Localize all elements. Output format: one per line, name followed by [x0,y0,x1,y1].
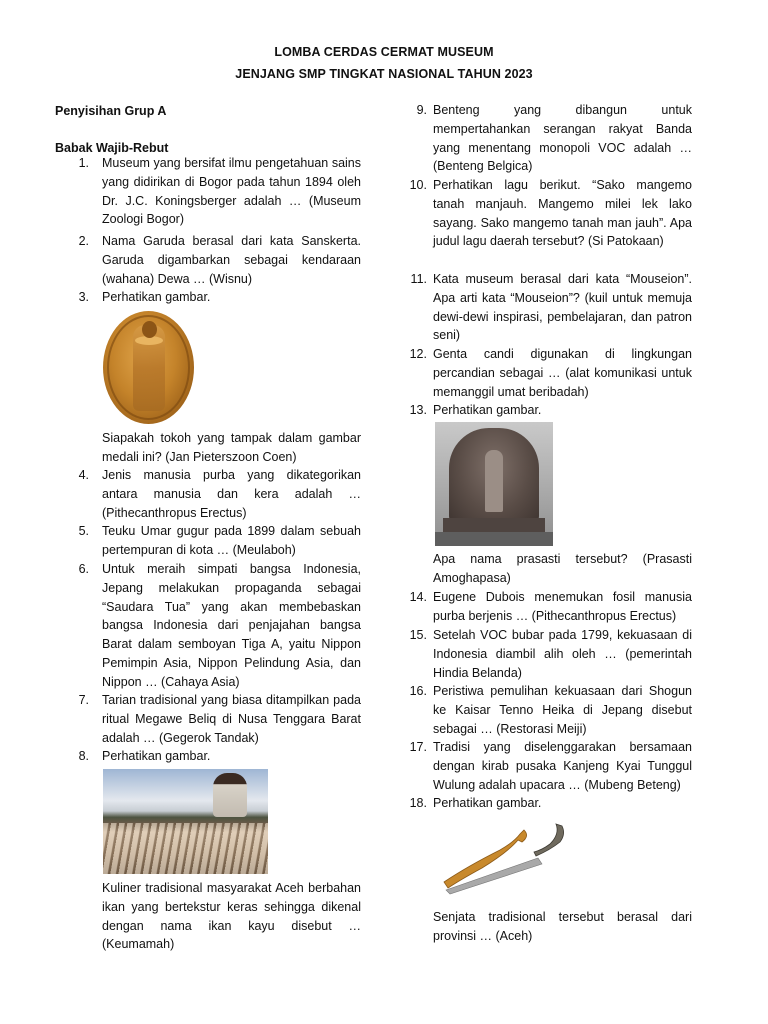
document-subtitle: JENJANG SMP TINGKAT NASIONAL TAHUN 2023 [235,67,533,81]
question-number: 9. [416,103,427,117]
question-number: 4. [78,468,89,482]
question-text: Perhatikan gambar. [433,403,542,417]
group-heading: Penyisihan Grup A [55,104,167,118]
question-number: 2. [78,234,89,248]
question-number: 15. [409,628,427,642]
question-number: 5. [78,524,89,538]
question-number: 17. [409,740,427,754]
question-caption: Siapakah tokoh yang tampak dalam gambar medali ini? (Jan Pieterszoon Coen) [102,431,361,464]
question-text: Tradisi yang diselenggarakan bersamaan dengan kirab pusaka Kanjeng Kyai Tunggul Wulung adalah upacara … (Mubeng Beteng) [433,740,692,792]
question-text: Genta candi digunakan di lingkungan percandian sebagai … (alat komunikasi untuk memanggil umat beribadah) [433,347,692,399]
question-number: 11. [410,272,427,286]
question-text: Untuk meraih simpati bangsa Indonesia, Jepang melakukan propaganda sebagai “Saudara Tua” yang akan membebaskan bangsa Indonesia dari penjajahan bangsa Barat dalam semboyan Tiga A, yaitu Nippon Pemimpin Asia, Nippon Pelindung Asia, dan Nippon … (Cahaya Asia) [102,562,361,689]
prasasti-image [435,422,553,546]
question-text: Benteng yang dibangun untuk mempertahankan serangan rakyat Banda yang menentang monopoli VOC adalah … (Benteng Belgica) [433,103,692,174]
question-number: 3. [78,290,89,304]
question-text: Perhatikan lagu berikut. “Sako mangemo tanah manjauh. Mangemo milei lek lako sayang. Sako mangemo tanah man jauh”. Apa judul lagu daerah tersebut? (Si Patokaan) [433,178,692,249]
question-number: 12. [409,347,427,361]
question-text: Kata museum berasal dari kata “Mouseion”. Apa arti kata “Mouseion”? (kuil untuk memuja dewi-dewi inspirasi, pembelajaran, dan patron seni) [433,272,692,343]
question-number: 8. [78,749,89,763]
question-number: 14. [409,590,427,604]
dried-fish-image [103,769,268,874]
question-caption: Kuliner tradisional masyarakat Aceh berbahan ikan yang bertekstur keras sehingga dikenal dengan nama ikan kayu disebut … (Keumamah) [102,881,361,952]
question-text: Setelah VOC bubar pada 1799, kekuasaan di Indonesia diambil alih oleh … (pemerintah Hindia Belanda) [433,628,692,680]
question-text: Perhatikan gambar. [433,796,542,810]
question-number: 16. [409,684,427,698]
question-number: 18. [409,796,427,810]
question-text: Perhatikan gambar. [102,290,211,304]
question-number: 10. [409,178,427,192]
question-number: 6. [78,562,89,576]
question-text: Tarian tradisional yang biasa ditampilkan pada ritual Megawe Beliq di Nusa Tenggara Barat adalah … (Gegerok Tandak) [102,693,361,745]
question-text: Eugene Dubois menemukan fosil manusia purba berjenis … (Pithecanthropus Erectus) [433,590,692,623]
round-heading: Babak Wajib-Rebut [55,141,169,155]
question-number: 13. [409,403,427,417]
question-caption: Apa nama prasasti tersebut? (Prasasti Amoghapasa) [433,552,692,585]
medal-image [103,311,194,424]
question-number: 1. [78,156,89,170]
rencong-image [438,820,580,900]
question-text: Nama Garuda berasal dari kata Sanskerta. Garuda digambarkan sebagai kendaraan (wahana) Dewa … (Wisnu) [102,234,361,286]
question-caption: Senjata tradisional tersebut berasal dari provinsi … (Aceh) [433,910,692,943]
document-title: LOMBA CERDAS CERMAT MUSEUM [274,45,494,59]
question-text: Teuku Umar gugur pada 1899 dalam sebuah pertempuran di kota … (Meulaboh) [102,524,361,557]
question-number: 7. [78,693,89,707]
question-text: Museum yang bersifat ilmu pengetahuan sains yang didirikan di Bogor pada tahun 1894 oleh Dr. J.C. Koningsberger adalah … (Museum Zoologi Bogor) [102,156,361,227]
question-text: Jenis manusia purba yang dikategorikan antara manusia dan kera adalah … (Pithecanthropus Erectus) [102,468,361,520]
question-text: Peristiwa pemulihan kekuasaan dari Shogun ke Kaisar Tenno Heika di Jepang disebut sebagai … (Restorasi Meiji) [433,684,692,736]
question-text: Perhatikan gambar. [102,749,211,763]
